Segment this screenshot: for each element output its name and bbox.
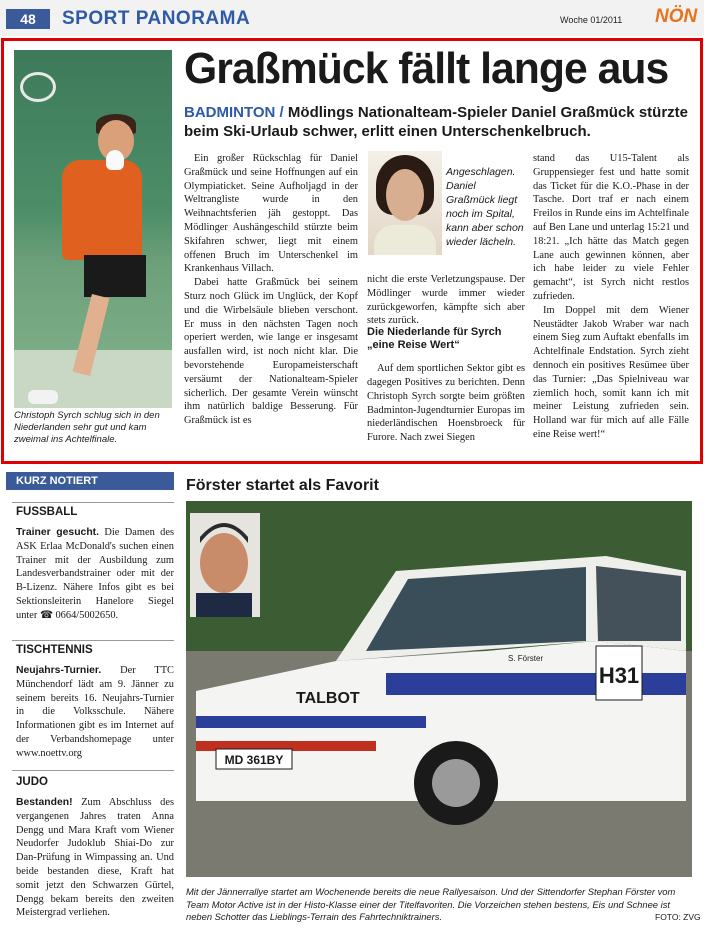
rally-car-photo — [186, 501, 692, 877]
rally-title: Förster startet als Favorit — [186, 477, 379, 494]
briefs-title: KURZ NOTIERT — [16, 475, 98, 487]
portrait-caption: Angeschlagen. Daniel Graßmück liegt noch im Spital, kann aber schon wieder lächeln. — [446, 166, 524, 248]
badminton-photo — [14, 50, 172, 408]
section-title: SPORT PANORAMA — [62, 8, 251, 29]
car-brand: TALBOT — [296, 690, 360, 707]
paragraph: Im Doppel mit dem Wiener Neustädter Jakob Wraber war nach einem Sieg zum Auftakt ebenfalls im Achtelfinale Endstation. Syrch zieht dennoch ein positives Resümee über das Turnier: „Das Spielniveau war ziemlich hoch, somit kann ich mit meiner Leistung zufrieden sein. Holland war für mich auf alle Fälle eine Reise wert!“ — [533, 304, 689, 440]
divider — [12, 502, 174, 503]
brief-section: TISCHTENNIS — [16, 644, 93, 656]
brief-item — [16, 796, 174, 920]
paragraph: Auf dem sportlichen Sektor gibt es dagegen Positives zu berichten. Denn Christoph Syrch sorgte beim größten Badminton-Jugendturnier Europas im niederländischen Hoensbroeck für Furore. Nach zwei Siegen — [367, 363, 525, 444]
brief-section: FUSSBALL — [16, 506, 78, 518]
article-column-1 — [184, 152, 358, 428]
kicker: BADMINTON / — [184, 104, 284, 121]
photo-caption: Christoph Syrch schlug sich in den Niederlanden sehr gut und kam zweimal ins Achtelfinale. — [14, 410, 160, 445]
rally-caption: Mit der Jännerrallye startet am Wochenende bereits die neue Rallyesaison. Und der Sittendorfer Stephan Förster vom Team Motor Active ist in der Histo-Klasse einer der Titelfavoriten. Die Vorzeichen stehen bestens, Eis und Schnee ist neben Schotter das Lieblings-Terrain des Fahrtechniktrainers. — [186, 886, 676, 922]
paragraph: stand das U15-Talent als Gruppensieger fest und hatte somit das Ticket für die K.O.-Phase in der Tasche. Dort traf er nach einem Freilos in Runde eins im Achtelfinale auf Ben Lane und unterlag 15:21 und 18:21. „Ich hätte das Match gegen Lane auch gewinnen können, aber ich habe leider zu viele Fehler gemacht“, ist Syrch nicht restlos zufrieden. — [533, 153, 689, 302]
article-column-3 — [533, 152, 689, 442]
brief-item — [16, 664, 174, 761]
headline: Graßmück fällt lange aus — [184, 44, 669, 93]
rally-car-illustration — [186, 501, 692, 877]
divider — [12, 770, 174, 771]
portrait-photo — [368, 151, 442, 255]
brief-text: Der TTC Münchendorf lädt am 9. Jänner zu seinem bereits 16. Neujahrs-Turnier in die Volksschule. Nähere Informationen gibt es im Internet auf der Verbandshomepage unter www.noettv.org — [16, 665, 174, 759]
issue-label: Woche 01/2011 — [560, 15, 623, 25]
license-plate: MD 361BY — [224, 753, 284, 767]
divider — [12, 640, 174, 641]
subheadline — [184, 103, 688, 141]
brief-lead: Trainer gesucht. — [16, 527, 100, 538]
paragraph: Dabei hatte Graßmück bei seinem Sturz noch Glück im Unglück, der Kopf und die Wirbelsäule blieben verschont. Er muss in den nächsten Tagen noch operiert werden, wie lange er insgesamt ausfallen wird, ist noch nicht klar. Die bevorstehende Europameisterschaft versäumt der Nationalteam-Spieler sicherlich. Der gesamte Verein wünscht ihm natürlich baldige Besserung. Für Graßmück ist es — [184, 277, 358, 427]
publication-logo: NÖN — [655, 6, 698, 27]
brief-text: Zum Abschluss des vergangenen Jahres traten Anna Dengg und Mara Kraft vom Wiener Neudorfer Judoklub Shiai-Do zur Dan-Prüfung in Wimpassing an. Und beide bestanden diese, Kraft hat somit jetzt den Schwarzen Gürtel, Dengg bekam bereits den zweiten Meistergrad verliehen. — [16, 797, 174, 919]
article-column-2 — [367, 273, 525, 445]
brief-text: Die Damen des ASK Erlaa McDonald's suchen einen Trainer mit der Ausbildung zum Landesverbandstrainer oder mit der B-Lizenz. Nähere Infos gibt es bei Sektionsleiterin Hanelore Siegel unter ☎ 0664/5002650. — [16, 527, 174, 621]
paragraph: Ein großer Rückschlag für Daniel Graßmück und seine Hoffnungen auf ein Olympiaticket. Seine Aufholjagd in der Weltrangliste wurde in den Weihnachtsferien jäh gestoppt. Das Mödlinger Aushängeschild stürzte beim Skifahren schwer, liegt mit einem offenen Bruch im Unterschenkel im Krankenhaus Villach. — [184, 153, 358, 275]
paragraph: nicht die erste Verletzungspause. Der Mödlinger wurde immer wieder zurückgeworfen, kämpfte sich aber stets zurück. — [367, 274, 525, 327]
brief-section: JUDO — [16, 776, 48, 788]
brief-lead: Bestanden! — [16, 797, 73, 808]
brief-item — [16, 526, 174, 623]
brief-lead: Neujahrs-Turnier. — [16, 665, 102, 676]
page-number: 48 — [6, 9, 50, 29]
subheading: Die Niederlande für Syrch „eine Reise Wert“ — [367, 326, 502, 351]
car-number: H31 — [598, 663, 640, 688]
driver-label: S. Förster — [508, 654, 544, 663]
photo-credit: FOTO: ZVG — [655, 912, 701, 922]
subhead-text: Mödlings Nationalteam-Spieler Daniel Graßmück stürzte beim Ski-Urlaub schwer, erlitt einen Unterschenkelbruch. — [184, 104, 688, 140]
